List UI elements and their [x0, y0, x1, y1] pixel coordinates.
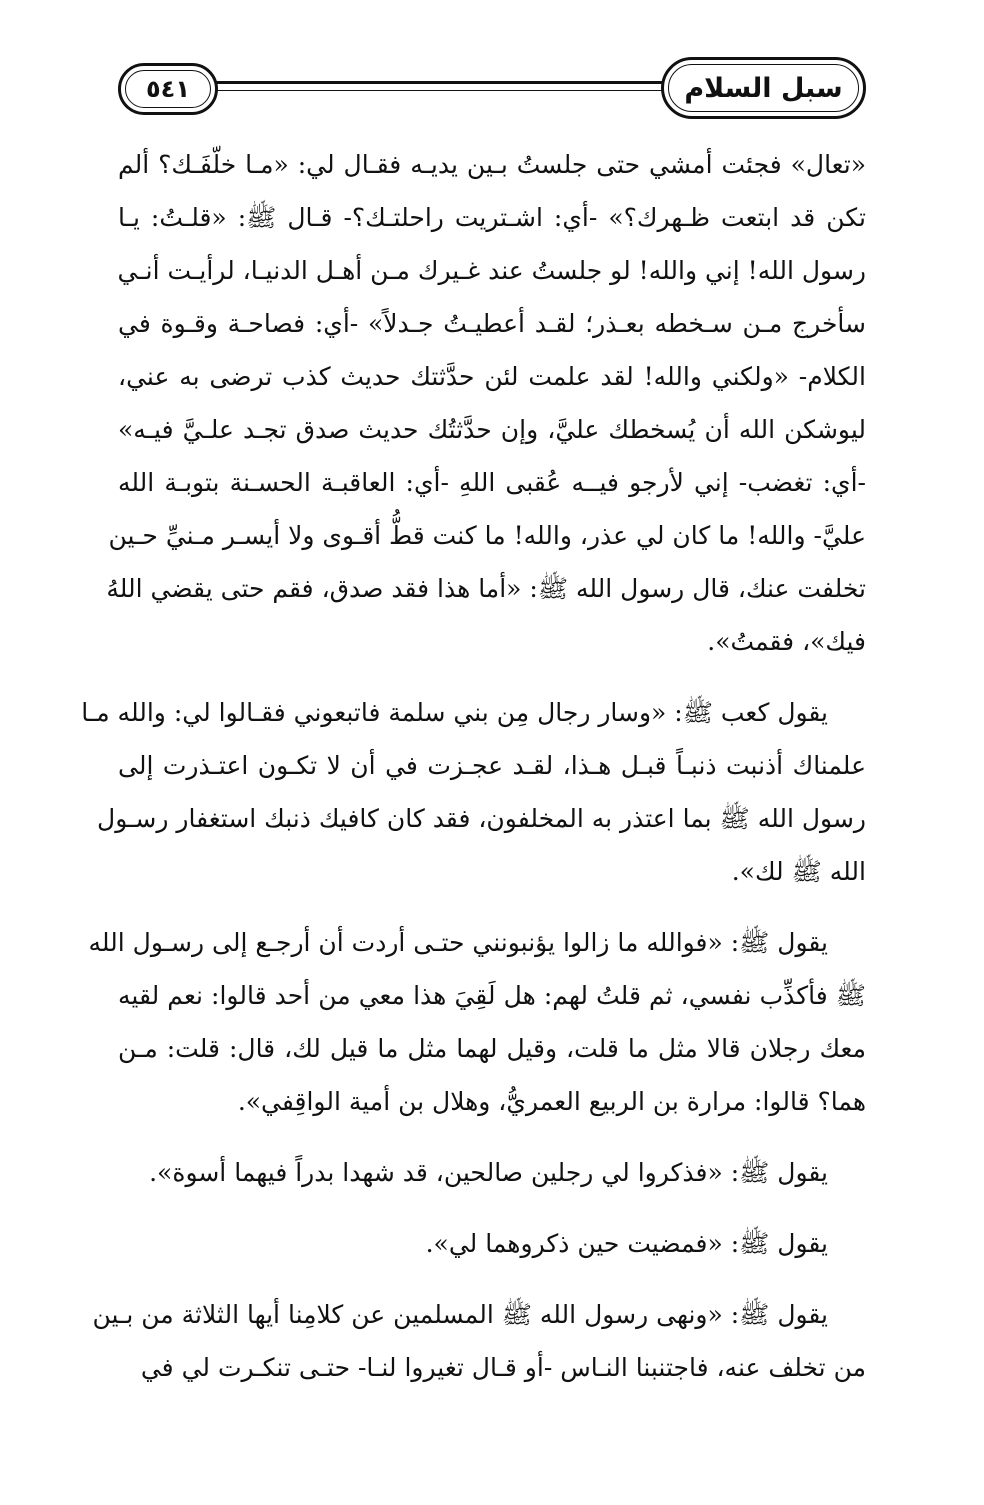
text-line: تخلفت عنك، قال رسول الله ﷺ: «أما هذا فقد صدق، فقم حتى يقضي اللهُ: [106, 574, 866, 603]
text-line: يقول ﷺ: «فذكروا لي رجلين صالحين، قد شهدا بدراً فيهما أسوة».: [149, 1158, 828, 1187]
text-line: رسول الله! إني والله! لو جلستُ عند غـيرك مـن أهـل الدنيـا، لرأيـت أنـي: [117, 256, 866, 285]
paragraph: [118, 1217, 866, 1270]
text-line: الله ﷺ لك».: [731, 857, 866, 886]
text-line: معك رجلان قالا مثل ما قلت، وقيل لهما مثل ما قيل لك، قال: قلت: مـن: [118, 1034, 866, 1063]
text-line: هما؟ قالوا: مرارة بن الربيع العمريُّ، وهلال بن أمية الواقِفي».: [237, 1087, 866, 1116]
text-line: من تخلف عنه، فاجتنبنا النـاس -أو قـال تغيروا لنـا- حتـى تنكـرت لي في: [140, 1353, 866, 1382]
page-body-text: [81, 138, 866, 1412]
text-line: يقول ﷺ: «ونهى رسول الله ﷺ المسلمين عن كلامِنا أيها الثلاثة من بـين: [92, 1300, 828, 1329]
text-line: سأخرج مـن سـخطه بعـذر؛ لقـد أعطيـتُ جـدلاً» -أي: فصاحـة وقـوة في: [118, 309, 866, 338]
paragraph: [92, 1288, 866, 1394]
page-number: ٥٤١: [146, 75, 190, 103]
paragraph: [88, 916, 866, 1128]
title-cartouche: [661, 57, 866, 119]
book-title: سبل السلام: [684, 72, 843, 104]
text-line: الكلام- «ولكني والله! لقد علمت لئن حدَّثتك حديث كذب ترضى به عني،: [118, 362, 866, 391]
text-line: ﷺ فأكذِّب نفسي، ثم قلتُ لهم: هل لَقِيَ هذا معي من أحد قالوا: نعم لقيه: [118, 981, 866, 1010]
text-line: يقول ﷺ: «فمضيت حين ذكروهما لي».: [425, 1229, 828, 1258]
text-line: علمناك أذنبت ذنبـاً قبـل هـذا، لقـد عجـزت في أن لا تكـون اعتـذرت إلى: [118, 751, 866, 780]
text-line: ليوشكن الله أن يُسخطك عليَّ، وإن حدَّثتُك حديث صدق تجـد علـيَّ فيـه»: [118, 415, 866, 444]
paragraph: [118, 1146, 866, 1199]
header-double-rule: [208, 81, 691, 91]
page-number-cartouche: [118, 63, 218, 115]
text-line: تكن قد ابتعت ظـهرك؟» -أي: اشـتريت راحلتـك؟- قـال ﷺ: «قلـتُ: يـا: [118, 203, 866, 232]
text-line: -أي: تغضب- إني لأرجو فيــه عُقبى اللهِ -أي: العاقبـة الحسـنة بتوبـة الله: [118, 468, 866, 497]
text-line: «تعال» فجئت أمشي حتى جلستُ بـين يديـه فقـال لي: «مـا خلّفَـك؟ ألم: [118, 150, 866, 179]
text-line: فيك»، فقمتُ».: [707, 627, 866, 656]
text-line: يقول كعب ﷺ: «وسار رجال مِن بني سلمة فاتبعوني فقـالوا لي: والله مـا: [81, 698, 828, 727]
text-line: يقول ﷺ: «فوالله ما زالوا يؤنبونني حتـى أردت أن أرجـع إلى رسـول الله: [88, 928, 828, 957]
paragraph: [106, 138, 866, 668]
text-line: رسول الله ﷺ بما اعتذر به المخلفون، فقد كان كافيك ذنبك استغفار رسـول: [97, 804, 866, 833]
text-line: عليَّ- والله! ما كان لي عذر، والله! ما كنت قطُّ أقـوى ولا أيسـر مـنيِّ حـين: [108, 521, 866, 550]
paragraph: [81, 686, 866, 898]
page-header: [118, 55, 866, 127]
